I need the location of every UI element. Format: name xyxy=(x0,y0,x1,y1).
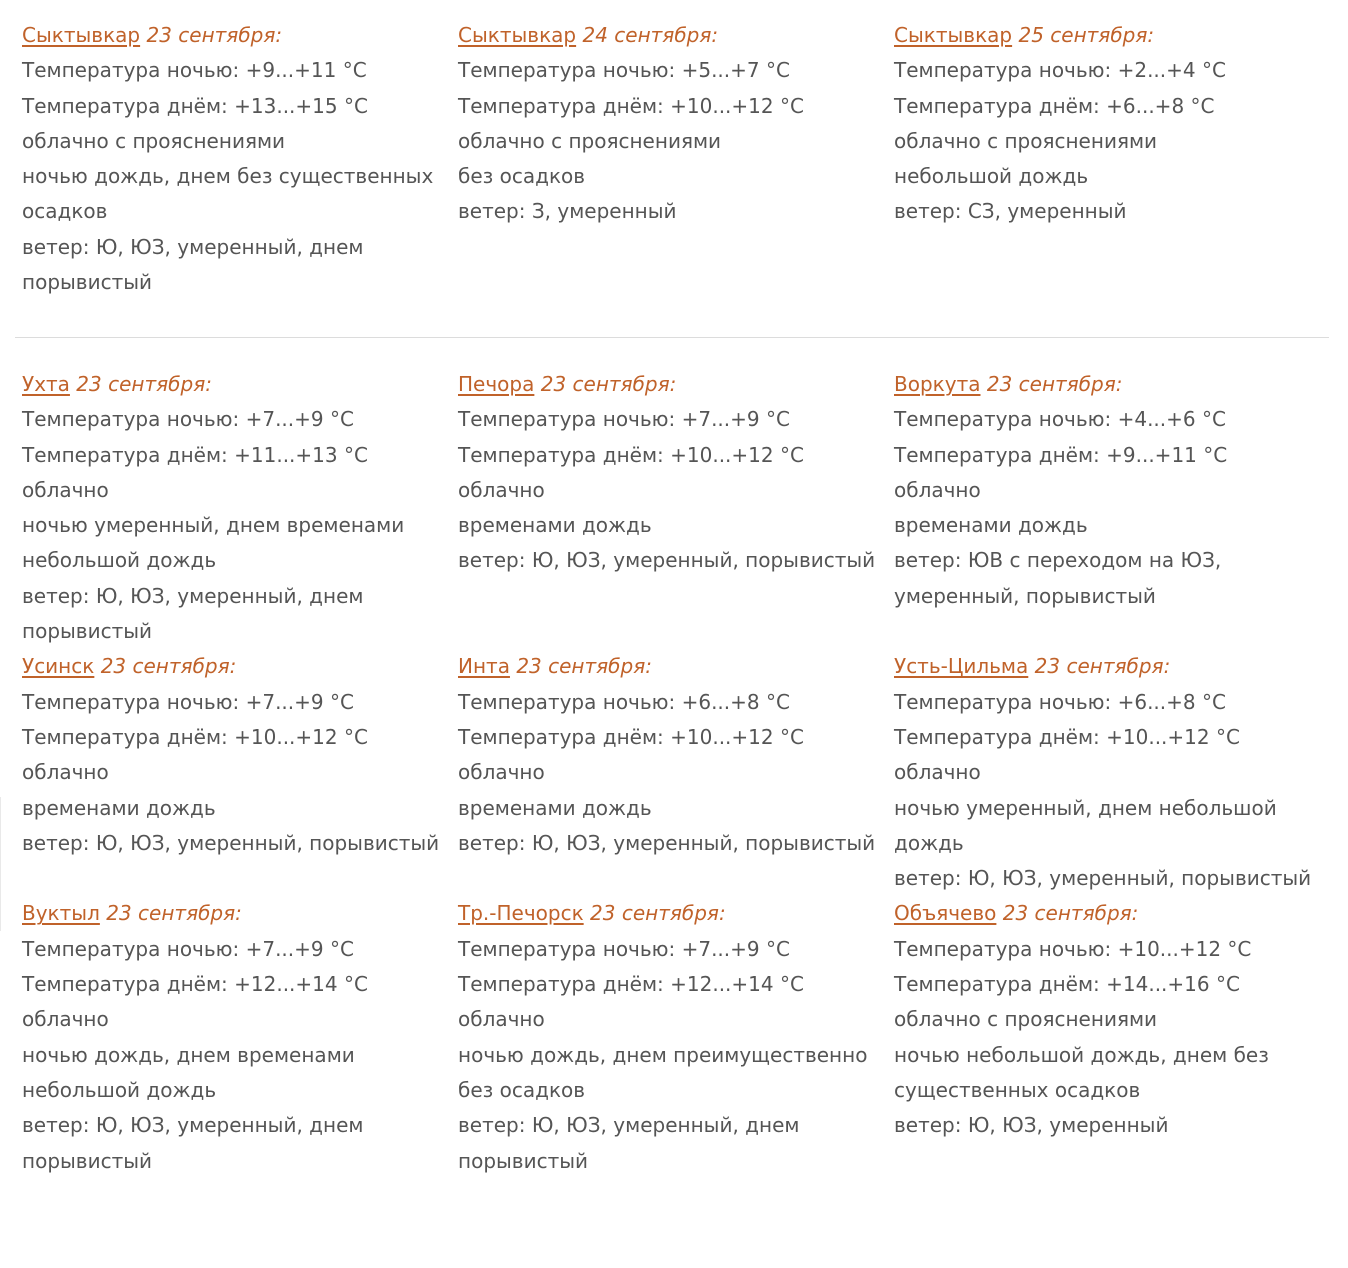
city-link[interactable]: Вуктыл xyxy=(22,901,100,926)
forecast-date: 23 сентября: xyxy=(106,901,242,926)
forecast-card xyxy=(22,367,458,649)
forecast-card xyxy=(894,367,1330,649)
city-link[interactable]: Ухта xyxy=(22,372,70,396)
night-temperature: Температура ночью: +4...+6 °С xyxy=(894,407,1226,432)
day-temperature: Температура днём: +13...+15 °С xyxy=(22,93,368,118)
night-temperature: Температура ночью: +7...+9 °С xyxy=(458,936,790,961)
edge-divider xyxy=(0,797,1,931)
city-link[interactable]: Тр.-Печорск xyxy=(458,901,584,926)
day-temperature: Температура днём: +12...+14 °С xyxy=(458,972,804,997)
forecast-date: 23 сентября: xyxy=(540,372,677,396)
city-link[interactable]: Сыктывкар xyxy=(894,23,1013,47)
forecast-card xyxy=(894,649,1330,896)
forecast-date: 25 сентября: xyxy=(1018,23,1155,47)
wind: ветер: Ю, ЮЗ, умеренный, днем порывистый xyxy=(22,583,364,644)
precipitation: временами дождь xyxy=(894,513,1088,538)
precipitation: ночью дождь, днем без существенных осадков xyxy=(22,164,434,224)
night-temperature: Температура ночью: +7...+9 °С xyxy=(22,936,354,961)
forecast-date: 23 сентября: xyxy=(1034,654,1171,679)
night-temperature: Температура ночью: +10...+12 °С xyxy=(894,936,1252,961)
wind: ветер: Ю, ЮЗ, умеренный, порывистый xyxy=(458,548,876,573)
day-temperature: Температура днём: +6...+8 °С xyxy=(894,93,1215,118)
forecast-heading xyxy=(458,896,888,931)
forecast-date: 23 сентября: xyxy=(146,23,283,47)
night-temperature: Температура ночью: +7...+9 °С xyxy=(22,689,354,714)
forecast-date: 24 сентября: xyxy=(582,23,719,47)
sky-condition: облачно xyxy=(894,760,981,785)
precipitation: ночью дождь, днем временами небольшой дождь xyxy=(22,1042,355,1102)
precipitation: без осадков xyxy=(458,164,586,189)
precipitation: ночью дождь, днем преимущественно без осадков xyxy=(458,1042,868,1102)
forecast-heading xyxy=(458,649,888,684)
precipitation: ночью небольшой дождь, днем без существенных осадков xyxy=(894,1042,1269,1102)
wind: ветер: СЗ, умеренный xyxy=(894,199,1127,224)
day-temperature: Температура днём: +10...+12 °С xyxy=(458,93,804,118)
city-link[interactable]: Печора xyxy=(458,372,535,396)
city-link[interactable]: Воркута xyxy=(894,372,981,396)
regional-forecast-section xyxy=(22,367,1332,1179)
day-temperature: Температура днём: +10...+12 °С xyxy=(458,442,804,467)
sky-condition: облачно с прояснениями xyxy=(894,1007,1158,1032)
city-link[interactable]: Объячево xyxy=(894,901,997,926)
forecast-heading xyxy=(894,649,1324,684)
sky-condition: облачно xyxy=(894,477,981,502)
sky-condition: облачно xyxy=(458,1007,545,1032)
wind: ветер: Ю, ЮЗ, умеренный, днем порывистый xyxy=(22,1113,364,1173)
forecast-heading xyxy=(22,649,452,684)
forecast-card xyxy=(458,18,894,300)
forecast-heading xyxy=(894,896,1324,931)
day-temperature: Температура днём: +10...+12 °С xyxy=(22,724,368,749)
sky-condition: облачно xyxy=(22,477,109,502)
sky-condition: облачно с прояснениями xyxy=(458,128,722,153)
wind: ветер: З, умеренный xyxy=(458,199,677,224)
forecast-date: 23 сентября: xyxy=(516,654,652,679)
precipitation: небольшой дождь xyxy=(894,164,1089,189)
night-temperature: Температура ночью: +5...+7 °С xyxy=(458,58,790,83)
forecast-heading xyxy=(894,18,1324,53)
forecast-heading xyxy=(22,367,452,402)
section-divider xyxy=(15,337,1329,338)
forecast-card xyxy=(894,18,1330,300)
day-temperature: Температура днём: +10...+12 °С xyxy=(458,724,804,749)
forecast-card xyxy=(458,896,894,1178)
wind: ветер: ЮВ с переходом на ЮЗ, умеренный, порывистый xyxy=(894,548,1222,608)
city-link[interactable]: Сыктывкар xyxy=(458,23,577,47)
forecast-card xyxy=(458,367,894,649)
forecast-heading xyxy=(22,18,452,53)
forecast-heading xyxy=(22,896,452,931)
wind: ветер: Ю, ЮЗ, умеренный, днем порывистый xyxy=(22,234,364,295)
forecast-date: 23 сентября: xyxy=(76,372,212,396)
day-temperature: Температура днём: +11...+13 °С xyxy=(22,442,368,467)
forecast-date: 23 сентября: xyxy=(986,372,1123,396)
wind: ветер: Ю, ЮЗ, умеренный, днем порывистый xyxy=(458,1113,800,1173)
wind: ветер: Ю, ЮЗ, умеренный xyxy=(894,1113,1169,1138)
day-temperature: Температура днём: +10...+12 °С xyxy=(894,724,1240,749)
forecast-card xyxy=(22,18,458,300)
city-link[interactable]: Усинск xyxy=(22,654,95,679)
precipitation: временами дождь xyxy=(458,513,652,538)
forecast-card xyxy=(894,896,1330,1178)
forecast-date: 23 сентября: xyxy=(100,654,237,679)
forecast-heading xyxy=(894,367,1324,402)
precipitation: временами дождь xyxy=(22,795,216,820)
city-link[interactable]: Инта xyxy=(458,654,510,679)
sky-condition: облачно xyxy=(458,760,545,785)
forecast-heading xyxy=(458,367,888,402)
night-temperature: Температура ночью: +7...+9 °С xyxy=(22,407,354,432)
night-temperature: Температура ночью: +7...+9 °С xyxy=(458,407,790,432)
forecast-card xyxy=(22,649,458,896)
forecast-date: 23 сентября: xyxy=(1002,901,1139,926)
sky-condition: облачно с прояснениями xyxy=(894,128,1158,153)
city-link[interactable]: Усть-Цильма xyxy=(894,654,1029,679)
forecast-card xyxy=(458,649,894,896)
forecast-heading xyxy=(458,18,888,53)
sky-condition: облачно xyxy=(22,1007,109,1032)
night-temperature: Температура ночью: +6...+8 °С xyxy=(458,689,790,714)
wind: ветер: Ю, ЮЗ, умеренный, порывистый xyxy=(894,866,1312,891)
wind: ветер: Ю, ЮЗ, умеренный, порывистый xyxy=(458,830,876,855)
wind: ветер: Ю, ЮЗ, умеренный, порывистый xyxy=(22,830,440,855)
precipitation: временами дождь xyxy=(458,795,652,820)
day-temperature: Температура днём: +14...+16 °С xyxy=(894,972,1240,997)
night-temperature: Температура ночью: +9...+11 °С xyxy=(22,58,367,83)
night-temperature: Температура ночью: +6...+8 °С xyxy=(894,689,1226,714)
precipitation: ночью умеренный, днем временами небольшой дождь xyxy=(22,513,405,573)
sky-condition: облачно xyxy=(458,477,545,502)
sky-condition: облачно xyxy=(22,760,109,785)
syktyvkar-forecast-section xyxy=(22,18,1332,300)
forecast-card xyxy=(22,896,458,1178)
day-temperature: Температура днём: +12...+14 °С xyxy=(22,972,368,997)
sky-condition: облачно с прояснениями xyxy=(22,128,286,153)
day-temperature: Температура днём: +9...+11 °С xyxy=(894,442,1228,467)
city-link[interactable]: Сыктывкар xyxy=(22,23,141,47)
forecast-date: 23 сентября: xyxy=(590,901,726,926)
night-temperature: Температура ночью: +2...+4 °С xyxy=(894,58,1226,83)
precipitation: ночью умеренный, днем небольшой дождь xyxy=(894,795,1277,855)
